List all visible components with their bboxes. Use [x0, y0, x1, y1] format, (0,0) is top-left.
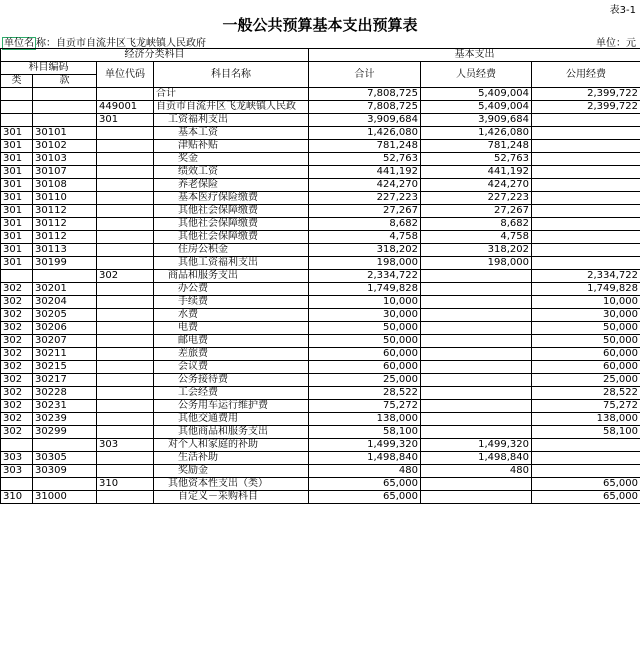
cell-public[interactable] — [532, 465, 640, 478]
cell-public[interactable]: 28,522 — [532, 387, 640, 400]
cell-kuan[interactable]: 30205 — [33, 309, 97, 322]
table-row — [1, 179, 640, 192]
table-row — [1, 153, 640, 166]
cell-total[interactable]: 65,000 — [309, 478, 421, 491]
cell-kuan[interactable]: 30305 — [33, 452, 97, 465]
cell-total[interactable]: 318,202 — [309, 244, 421, 257]
table-row — [1, 257, 640, 270]
cell-personnel[interactable]: 27,267 — [421, 205, 532, 218]
cell-public[interactable] — [532, 205, 640, 218]
cell-personnel[interactable]: 781,248 — [421, 140, 532, 153]
cell-total[interactable]: 1,499,320 — [309, 439, 421, 452]
cell-unit-code[interactable] — [97, 231, 154, 244]
cell-subject-name[interactable]: 自定义－采购科目 — [154, 491, 309, 504]
header-lei: 类 — [1, 75, 33, 88]
table-row — [1, 127, 640, 140]
cell-kuan[interactable]: 30211 — [33, 348, 97, 361]
cell-total[interactable]: 198,000 — [309, 257, 421, 270]
cell-subject-name[interactable]: 手续费 — [154, 296, 309, 309]
cell-total[interactable]: 1,498,840 — [309, 452, 421, 465]
table-row — [1, 478, 640, 491]
cell-public[interactable] — [532, 114, 640, 127]
cell-public[interactable]: 1,749,828 — [532, 283, 640, 296]
cell-subject-name[interactable]: 绩效工资 — [154, 166, 309, 179]
cell-lei[interactable]: 301 — [1, 244, 33, 257]
cell-lei[interactable] — [1, 101, 33, 114]
cell-unit-code[interactable]: 302 — [97, 270, 154, 283]
cell-subject-name[interactable]: 其他社会保障缴费 — [154, 205, 309, 218]
cell-public[interactable]: 30,000 — [532, 309, 640, 322]
cell-kuan[interactable] — [33, 439, 97, 452]
cell-subject-name[interactable]: 基本工资 — [154, 127, 309, 140]
table-row — [1, 387, 640, 400]
header-subject-name: 科目名称 — [154, 62, 309, 88]
cell-kuan[interactable] — [33, 114, 97, 127]
cell-personnel[interactable]: 318,202 — [421, 244, 532, 257]
cell-kuan[interactable] — [33, 270, 97, 283]
header-unit-code: 单位代码 — [97, 62, 154, 88]
cell-lei[interactable]: 302 — [1, 361, 33, 374]
cell-subject-name[interactable]: 奖金 — [154, 153, 309, 166]
cell-public[interactable] — [532, 257, 640, 270]
table-row — [1, 322, 640, 335]
table-row — [1, 296, 640, 309]
cell-unit-code[interactable] — [97, 296, 154, 309]
cell-lei[interactable]: 301 — [1, 166, 33, 179]
cell-personnel[interactable]: 424,270 — [421, 179, 532, 192]
cell-unit-code[interactable] — [97, 387, 154, 400]
header-basic-expense: 基本支出 — [309, 49, 640, 62]
cell-subject-name[interactable]: 合计 — [154, 88, 309, 101]
cell-personnel[interactable] — [421, 309, 532, 322]
cell-kuan[interactable]: 30299 — [33, 426, 97, 439]
cell-total[interactable]: 75,272 — [309, 400, 421, 413]
table-row — [1, 452, 640, 465]
table-row — [1, 231, 640, 244]
cell-public[interactable]: 25,000 — [532, 374, 640, 387]
cell-lei[interactable]: 301 — [1, 231, 33, 244]
cell-public[interactable]: 65,000 — [532, 491, 640, 504]
table-row — [1, 88, 640, 101]
cell-subject-name[interactable]: 工资福利支出 — [154, 114, 309, 127]
cell-lei[interactable]: 302 — [1, 335, 33, 348]
cell-subject-name[interactable]: 其他社会保障缴费 — [154, 218, 309, 231]
table-row — [1, 465, 640, 478]
cell-total[interactable]: 27,267 — [309, 205, 421, 218]
cell-kuan[interactable] — [33, 101, 97, 114]
cell-public[interactable] — [532, 439, 640, 452]
cell-subject-name[interactable]: 津贴补贴 — [154, 140, 309, 153]
cell-personnel[interactable] — [421, 491, 532, 504]
cell-total[interactable]: 28,522 — [309, 387, 421, 400]
table-number: 表3-1 — [609, 5, 636, 16]
cell-total[interactable]: 10,000 — [309, 296, 421, 309]
header-kuan: 款 — [33, 75, 97, 88]
cell-total[interactable]: 30,000 — [309, 309, 421, 322]
header-public: 公用经费 — [532, 62, 640, 88]
cell-public[interactable]: 50,000 — [532, 335, 640, 348]
cell-personnel[interactable]: 480 — [421, 465, 532, 478]
cell-personnel[interactable]: 1,499,320 — [421, 439, 532, 452]
table-row — [1, 439, 640, 452]
unit-name-text: 称：自贡市自流井区飞龙峡镇人民政府 — [36, 38, 206, 49]
cell-personnel[interactable]: 441,192 — [421, 166, 532, 179]
cell-total[interactable]: 781,248 — [309, 140, 421, 153]
cell-lei[interactable]: 301 — [1, 257, 33, 270]
cell-subject-name[interactable]: 公务用车运行维护费 — [154, 400, 309, 413]
cell-lei[interactable]: 302 — [1, 283, 33, 296]
cell-lei[interactable]: 301 — [1, 192, 33, 205]
cell-total[interactable]: 138,000 — [309, 413, 421, 426]
cell-lei[interactable]: 302 — [1, 387, 33, 400]
table-row — [1, 426, 640, 439]
cell-subject-name[interactable]: 奖励金 — [154, 465, 309, 478]
cell-personnel[interactable] — [421, 478, 532, 491]
cell-total[interactable]: 480 — [309, 465, 421, 478]
cell-unit-code[interactable] — [97, 335, 154, 348]
cell-personnel[interactable] — [421, 426, 532, 439]
cell-public[interactable]: 50,000 — [532, 322, 640, 335]
cell-kuan[interactable]: 30112 — [33, 218, 97, 231]
cell-unit-code[interactable] — [97, 348, 154, 361]
cell-kuan[interactable]: 30108 — [33, 179, 97, 192]
cell-total[interactable]: 7,808,725 — [309, 101, 421, 114]
cell-unit-code[interactable] — [97, 491, 154, 504]
cell-total[interactable]: 424,270 — [309, 179, 421, 192]
cell-subject-name[interactable]: 会议费 — [154, 361, 309, 374]
cell-kuan[interactable]: 30110 — [33, 192, 97, 205]
cell-unit-code[interactable] — [97, 127, 154, 140]
cell-total[interactable]: 2,334,722 — [309, 270, 421, 283]
cell-lei[interactable] — [1, 114, 33, 127]
cell-kuan[interactable]: 30103 — [33, 153, 97, 166]
cell-kuan[interactable]: 30207 — [33, 335, 97, 348]
cell-kuan[interactable]: 30199 — [33, 257, 97, 270]
cell-lei[interactable]: 302 — [1, 374, 33, 387]
cell-public[interactable]: 60,000 — [532, 361, 640, 374]
cell-public[interactable]: 58,100 — [532, 426, 640, 439]
cell-kuan[interactable]: 30204 — [33, 296, 97, 309]
table-row — [1, 218, 640, 231]
cell-kuan[interactable]: 30239 — [33, 413, 97, 426]
cell-public[interactable]: 138,000 — [532, 413, 640, 426]
cell-total[interactable]: 65,000 — [309, 491, 421, 504]
cell-subject-name[interactable]: 差旅费 — [154, 348, 309, 361]
cell-lei[interactable] — [1, 270, 33, 283]
cell-kuan[interactable] — [33, 478, 97, 491]
cell-public[interactable]: 60,000 — [532, 348, 640, 361]
cell-lei[interactable]: 301 — [1, 205, 33, 218]
cell-unit-code[interactable] — [97, 179, 154, 192]
cell-public[interactable] — [532, 244, 640, 257]
cell-total[interactable]: 1,426,080 — [309, 127, 421, 140]
cell-unit-code[interactable] — [97, 322, 154, 335]
cell-subject-name[interactable]: 自贡市自流井区飞龙峡镇人民政 — [154, 101, 309, 114]
cell-total[interactable]: 3,909,684 — [309, 114, 421, 127]
cell-total[interactable]: 52,763 — [309, 153, 421, 166]
unit-name-label — [2, 34, 206, 49]
cell-total[interactable]: 4,758 — [309, 231, 421, 244]
cell-kuan[interactable]: 30201 — [33, 283, 97, 296]
cell-personnel[interactable] — [421, 283, 532, 296]
cell-subject-name[interactable]: 其他资本性支出（类） — [154, 478, 309, 491]
cell-subject-name[interactable]: 电费 — [154, 322, 309, 335]
cell-total[interactable]: 7,808,725 — [309, 88, 421, 101]
header-total: 合计 — [309, 62, 421, 88]
cell-public[interactable] — [532, 231, 640, 244]
cell-public[interactable]: 65,000 — [532, 478, 640, 491]
cell-subject-name[interactable]: 对个人和家庭的补助 — [154, 439, 309, 452]
cell-subject-name[interactable]: 其他商品和服务支出 — [154, 426, 309, 439]
table-row — [1, 361, 640, 374]
cell-lei[interactable] — [1, 88, 33, 101]
cell-public[interactable] — [532, 179, 640, 192]
cell-lei[interactable] — [1, 439, 33, 452]
cell-unit-code[interactable] — [97, 400, 154, 413]
cell-unit-code[interactable] — [97, 218, 154, 231]
cell-personnel[interactable] — [421, 413, 532, 426]
cell-personnel[interactable] — [421, 387, 532, 400]
cell-lei[interactable]: 301 — [1, 127, 33, 140]
cell-kuan[interactable]: 30206 — [33, 322, 97, 335]
cell-lei[interactable]: 302 — [1, 400, 33, 413]
cell-kuan[interactable]: 30102 — [33, 140, 97, 153]
cell-subject-name[interactable]: 生活补助 — [154, 452, 309, 465]
table-row — [1, 101, 640, 114]
cell-personnel[interactable]: 4,758 — [421, 231, 532, 244]
cell-lei[interactable]: 301 — [1, 140, 33, 153]
cell-total[interactable]: 58,100 — [309, 426, 421, 439]
budget-table — [0, 48, 640, 504]
cell-total[interactable]: 227,223 — [309, 192, 421, 205]
cell-lei[interactable]: 310 — [1, 491, 33, 504]
cell-kuan[interactable]: 30215 — [33, 361, 97, 374]
table-row — [1, 140, 640, 153]
cell-total[interactable]: 441,192 — [309, 166, 421, 179]
cell-personnel[interactable]: 3,909,684 — [421, 114, 532, 127]
cell-subject-name[interactable]: 其他工资福利支出 — [154, 257, 309, 270]
header-personnel: 人员经费 — [421, 62, 532, 88]
header-subject-code: 科目编码 — [1, 62, 97, 75]
cell-kuan[interactable]: 30107 — [33, 166, 97, 179]
cell-unit-code[interactable] — [97, 413, 154, 426]
cell-total[interactable]: 25,000 — [309, 374, 421, 387]
cell-subject-name[interactable]: 水费 — [154, 309, 309, 322]
cell-total[interactable]: 60,000 — [309, 361, 421, 374]
cell-total[interactable]: 50,000 — [309, 335, 421, 348]
table-row — [1, 348, 640, 361]
cell-public[interactable] — [532, 218, 640, 231]
cell-unit-code[interactable] — [97, 192, 154, 205]
cell-personnel[interactable]: 5,409,004 — [421, 88, 532, 101]
table-row — [1, 244, 640, 257]
table-row — [1, 205, 640, 218]
table-row — [1, 400, 640, 413]
cell-public[interactable]: 2,334,722 — [532, 270, 640, 283]
currency-unit: 单位：元 — [596, 38, 636, 49]
table-row — [1, 270, 640, 283]
cell-subject-name[interactable]: 邮电费 — [154, 335, 309, 348]
cell-kuan[interactable]: 30101 — [33, 127, 97, 140]
cell-kuan[interactable]: 30113 — [33, 244, 97, 257]
cell-subject-name[interactable]: 其他社会保障缴费 — [154, 231, 309, 244]
table-row — [1, 166, 640, 179]
cell-kuan[interactable]: 31000 — [33, 491, 97, 504]
cell-unit-code[interactable] — [97, 452, 154, 465]
cell-personnel[interactable]: 5,409,004 — [421, 101, 532, 114]
cell-lei[interactable]: 301 — [1, 218, 33, 231]
cell-unit-code[interactable] — [97, 361, 154, 374]
cell-subject-name[interactable]: 工会经费 — [154, 387, 309, 400]
cell-total[interactable]: 1,749,828 — [309, 283, 421, 296]
cell-personnel[interactable] — [421, 296, 532, 309]
cell-public[interactable] — [532, 127, 640, 140]
cell-kuan[interactable]: 30112 — [33, 231, 97, 244]
cell-subject-name[interactable]: 办公费 — [154, 283, 309, 296]
table-row — [1, 413, 640, 426]
cell-unit-code[interactable] — [97, 309, 154, 322]
table-row — [1, 114, 640, 127]
cell-public[interactable] — [532, 192, 640, 205]
cell-lei[interactable]: 301 — [1, 153, 33, 166]
table-row — [1, 374, 640, 387]
cell-personnel[interactable] — [421, 322, 532, 335]
cell-unit-code[interactable] — [97, 465, 154, 478]
cell-lei[interactable]: 302 — [1, 348, 33, 361]
cell-lei[interactable]: 303 — [1, 465, 33, 478]
cell-total[interactable]: 50,000 — [309, 322, 421, 335]
table-row — [1, 283, 640, 296]
cell-unit-code[interactable] — [97, 166, 154, 179]
cell-lei[interactable]: 302 — [1, 296, 33, 309]
table-row — [1, 491, 640, 504]
cell-unit-code[interactable] — [97, 140, 154, 153]
cell-personnel[interactable] — [421, 374, 532, 387]
cell-kuan[interactable]: 30231 — [33, 400, 97, 413]
cell-unit-code[interactable]: 449001 — [97, 101, 154, 114]
cell-personnel[interactable]: 227,223 — [421, 192, 532, 205]
cell-personnel[interactable] — [421, 270, 532, 283]
cell-subject-name[interactable]: 养老保险 — [154, 179, 309, 192]
cell-public[interactable]: 2,399,722 — [532, 101, 640, 114]
cell-unit-code[interactable] — [97, 205, 154, 218]
cell-subject-name[interactable]: 基本医疗保险缴费 — [154, 192, 309, 205]
cell-kuan[interactable]: 30228 — [33, 387, 97, 400]
cell-personnel[interactable] — [421, 348, 532, 361]
cell-unit-code[interactable] — [97, 426, 154, 439]
cell-subject-name[interactable]: 公务接待费 — [154, 374, 309, 387]
header-econ-class: 经济分类科目 — [1, 49, 309, 62]
cell-unit-code[interactable] — [97, 283, 154, 296]
cell-public[interactable] — [532, 153, 640, 166]
cell-lei[interactable]: 303 — [1, 452, 33, 465]
cell-personnel[interactable]: 1,498,840 — [421, 452, 532, 465]
cell-lei[interactable]: 302 — [1, 322, 33, 335]
cell-public[interactable] — [532, 452, 640, 465]
cell-kuan[interactable]: 30112 — [33, 205, 97, 218]
cell-unit-code[interactable] — [97, 257, 154, 270]
cell-lei[interactable]: 301 — [1, 179, 33, 192]
table-row — [1, 309, 640, 322]
cell-kuan[interactable] — [33, 88, 97, 101]
cell-public[interactable]: 75,272 — [532, 400, 640, 413]
cell-kuan[interactable]: 30309 — [33, 465, 97, 478]
cell-personnel[interactable] — [421, 335, 532, 348]
cell-subject-name[interactable]: 其他交通费用 — [154, 413, 309, 426]
cell-lei[interactable]: 302 — [1, 426, 33, 439]
table-row — [1, 192, 640, 205]
cell-unit-code[interactable] — [97, 88, 154, 101]
cell-lei[interactable]: 302 — [1, 413, 33, 426]
cell-subject-name[interactable]: 商品和服务支出 — [154, 270, 309, 283]
cell-unit-code[interactable]: 303 — [97, 439, 154, 452]
table-row — [1, 335, 640, 348]
cell-unit-code[interactable] — [97, 153, 154, 166]
cell-public[interactable] — [532, 166, 640, 179]
cell-personnel[interactable]: 8,682 — [421, 218, 532, 231]
selected-cell-marker[interactable]: 单位名 — [4, 38, 34, 49]
cell-unit-code[interactable] — [97, 374, 154, 387]
cell-personnel[interactable] — [421, 361, 532, 374]
cell-lei[interactable] — [1, 478, 33, 491]
cell-unit-code[interactable] — [97, 244, 154, 257]
cell-kuan[interactable]: 30217 — [33, 374, 97, 387]
cell-public[interactable]: 2,399,722 — [532, 88, 640, 101]
cell-public[interactable]: 10,000 — [532, 296, 640, 309]
page-title: 一般公共预算基本支出预算表 — [222, 16, 418, 34]
cell-public[interactable] — [532, 140, 640, 153]
cell-subject-name[interactable]: 住房公积金 — [154, 244, 309, 257]
cell-personnel[interactable]: 52,763 — [421, 153, 532, 166]
cell-unit-code[interactable]: 310 — [97, 478, 154, 491]
cell-total[interactable]: 60,000 — [309, 348, 421, 361]
cell-lei[interactable]: 302 — [1, 309, 33, 322]
cell-personnel[interactable] — [421, 400, 532, 413]
cell-personnel[interactable]: 1,426,080 — [421, 127, 532, 140]
cell-total[interactable]: 8,682 — [309, 218, 421, 231]
cell-personnel[interactable]: 198,000 — [421, 257, 532, 270]
cell-unit-code[interactable]: 301 — [97, 114, 154, 127]
